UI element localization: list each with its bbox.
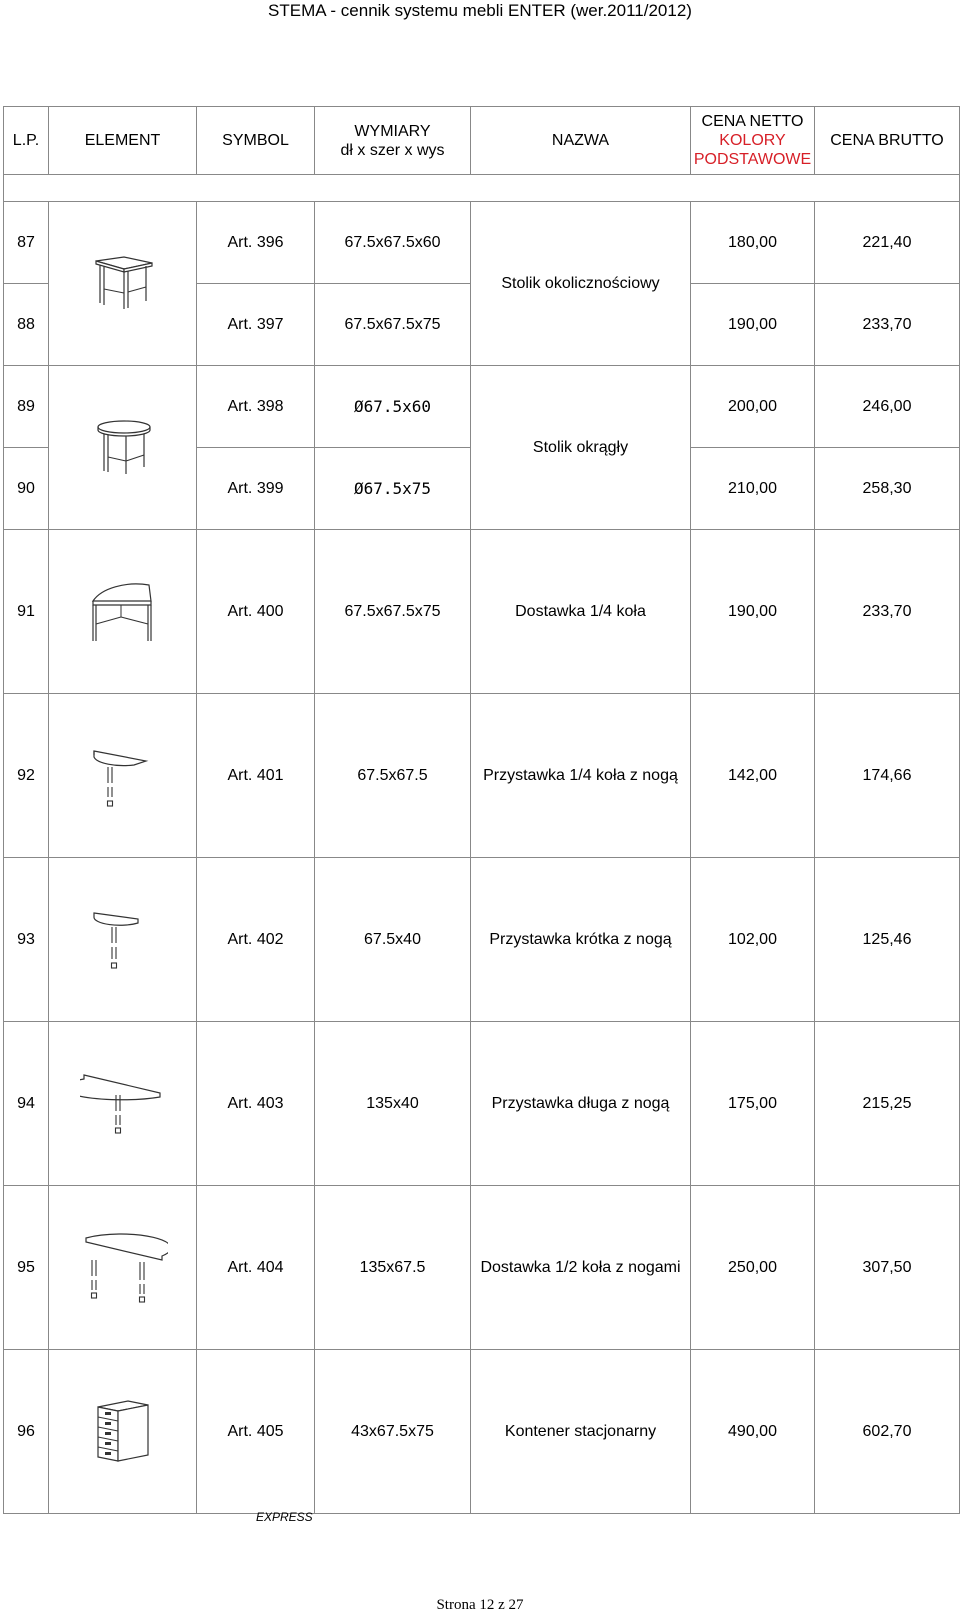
element-image-cell: [49, 694, 197, 858]
table-row: [4, 202, 960, 284]
half-circle-extension-image: [78, 1230, 168, 1306]
dims-cell: 67.5x67.5x75: [315, 284, 471, 366]
lp-cell: 89: [4, 366, 49, 448]
col-element: ELEMENT: [49, 107, 197, 175]
express-label: EXPRESS: [256, 1510, 313, 1524]
quarter-circle-table-image: [85, 579, 161, 645]
col-nazwa: NAZWA: [471, 107, 691, 175]
spacer-row: [4, 175, 960, 202]
symbol-cell: Art. 403: [197, 1022, 315, 1186]
symbol-cell: Art. 405: [197, 1350, 315, 1514]
name-cell: Przystawka krótka z nogą: [471, 858, 691, 1022]
name-cell: Stolik okolicznościowy: [471, 202, 691, 366]
header-row: [4, 107, 960, 175]
symbol-cell: Art. 401: [197, 694, 315, 858]
name-cell: Dostawka 1/2 koła z nogami: [471, 1186, 691, 1350]
table-row: [4, 1186, 960, 1350]
brutto-cell: 602,70: [815, 1350, 960, 1514]
lp-cell: 96: [4, 1350, 49, 1514]
round-table-image: [88, 417, 158, 479]
page-footer: [0, 1597, 960, 1614]
table-row: [4, 530, 960, 694]
netto-cell: 190,00: [691, 284, 815, 366]
lp-cell: 87: [4, 202, 49, 284]
symbol-cell: Art. 397: [197, 284, 315, 366]
col-cena-netto: [691, 107, 815, 175]
brutto-cell: 246,00: [815, 366, 960, 448]
table-row: [4, 858, 960, 1022]
netto-cell: 200,00: [691, 366, 815, 448]
brutto-cell: 258,30: [815, 448, 960, 530]
lp-cell: 94: [4, 1022, 49, 1186]
dims-cell: 67.5x67.5x60: [315, 202, 471, 284]
name-cell: Przystawka 1/4 koła z nogą: [471, 694, 691, 858]
short-extension-image: [88, 907, 158, 973]
table-row: [4, 1022, 960, 1186]
col-cena-brutto: CENA BRUTTO: [815, 107, 960, 175]
dims-cell: 135x40: [315, 1022, 471, 1186]
document-title: STEMA - cennik systemu mebli ENTER (wer.2011/2012): [268, 1, 692, 20]
dims-cell: 43x67.5x75: [315, 1350, 471, 1514]
col-cena-netto-line3: PODSTAWOWE: [693, 151, 812, 168]
dims-cell: 67.5x40: [315, 858, 471, 1022]
brutto-cell: 125,46: [815, 858, 960, 1022]
table-row: [4, 1350, 960, 1514]
lp-cell: 91: [4, 530, 49, 694]
lp-cell: 88: [4, 284, 49, 366]
element-image-cell: [49, 202, 197, 366]
netto-cell: 250,00: [691, 1186, 815, 1350]
netto-cell: 190,00: [691, 530, 815, 694]
col-lp: L.P.: [4, 107, 49, 175]
square-table-image: [88, 253, 158, 315]
netto-cell: 175,00: [691, 1022, 815, 1186]
name-cell: Kontener stacjonarny: [471, 1350, 691, 1514]
dims-cell: 67.5x67.5x75: [315, 530, 471, 694]
netto-cell: 102,00: [691, 858, 815, 1022]
symbol-cell: Art. 398: [197, 366, 315, 448]
brutto-cell: 233,70: [815, 530, 960, 694]
element-image-cell: [49, 1186, 197, 1350]
page-number: Strona 12 z 27: [436, 1597, 524, 1613]
col-cena-netto-line1: CENA NETTO: [701, 113, 804, 130]
table-row: [4, 366, 960, 448]
dims-cell: Ø67.5x75: [315, 448, 471, 530]
symbol-cell: Art. 404: [197, 1186, 315, 1350]
brutto-cell: 215,25: [815, 1022, 960, 1186]
brutto-cell: 307,50: [815, 1186, 960, 1350]
lp-cell: 92: [4, 694, 49, 858]
dims-cell: Ø67.5x60: [315, 366, 471, 448]
brutto-cell: 174,66: [815, 694, 960, 858]
page-header: [0, 0, 960, 22]
table-row: [4, 694, 960, 858]
spacer-cell: [4, 175, 960, 202]
name-cell: Stolik okrągły: [471, 366, 691, 530]
price-table: [3, 106, 960, 1514]
netto-cell: 180,00: [691, 202, 815, 284]
brutto-cell: 221,40: [815, 202, 960, 284]
drawer-container-image: [90, 1397, 156, 1467]
netto-cell: 142,00: [691, 694, 815, 858]
symbol-cell: Art. 402: [197, 858, 315, 1022]
brutto-cell: 233,70: [815, 284, 960, 366]
element-image-cell: [49, 530, 197, 694]
symbol-cell: Art. 400: [197, 530, 315, 694]
col-wymiary: [315, 107, 471, 175]
long-extension-image: [80, 1071, 166, 1137]
quarter-circle-extension-image: [88, 743, 158, 809]
name-cell: Przystawka długa z nogą: [471, 1022, 691, 1186]
symbol-cell: Art. 396: [197, 202, 315, 284]
netto-cell: 490,00: [691, 1350, 815, 1514]
dims-cell: 135x67.5: [315, 1186, 471, 1350]
symbol-cell: Art. 399: [197, 448, 315, 530]
netto-cell: 210,00: [691, 448, 815, 530]
element-image-cell: [49, 366, 197, 530]
col-wymiary-line1: WYMIARY: [354, 122, 431, 140]
dims-cell: 67.5x67.5: [315, 694, 471, 858]
element-image-cell: [49, 858, 197, 1022]
col-cena-netto-line2: KOLORY: [719, 132, 786, 149]
col-symbol: SYMBOL: [197, 107, 315, 175]
element-image-cell: [49, 1022, 197, 1186]
lp-cell: 95: [4, 1186, 49, 1350]
lp-cell: 93: [4, 858, 49, 1022]
lp-cell: 90: [4, 448, 49, 530]
element-image-cell: [49, 1350, 197, 1514]
name-cell: Dostawka 1/4 koła: [471, 530, 691, 694]
col-wymiary-line2: dł x szer x wys: [340, 141, 445, 159]
